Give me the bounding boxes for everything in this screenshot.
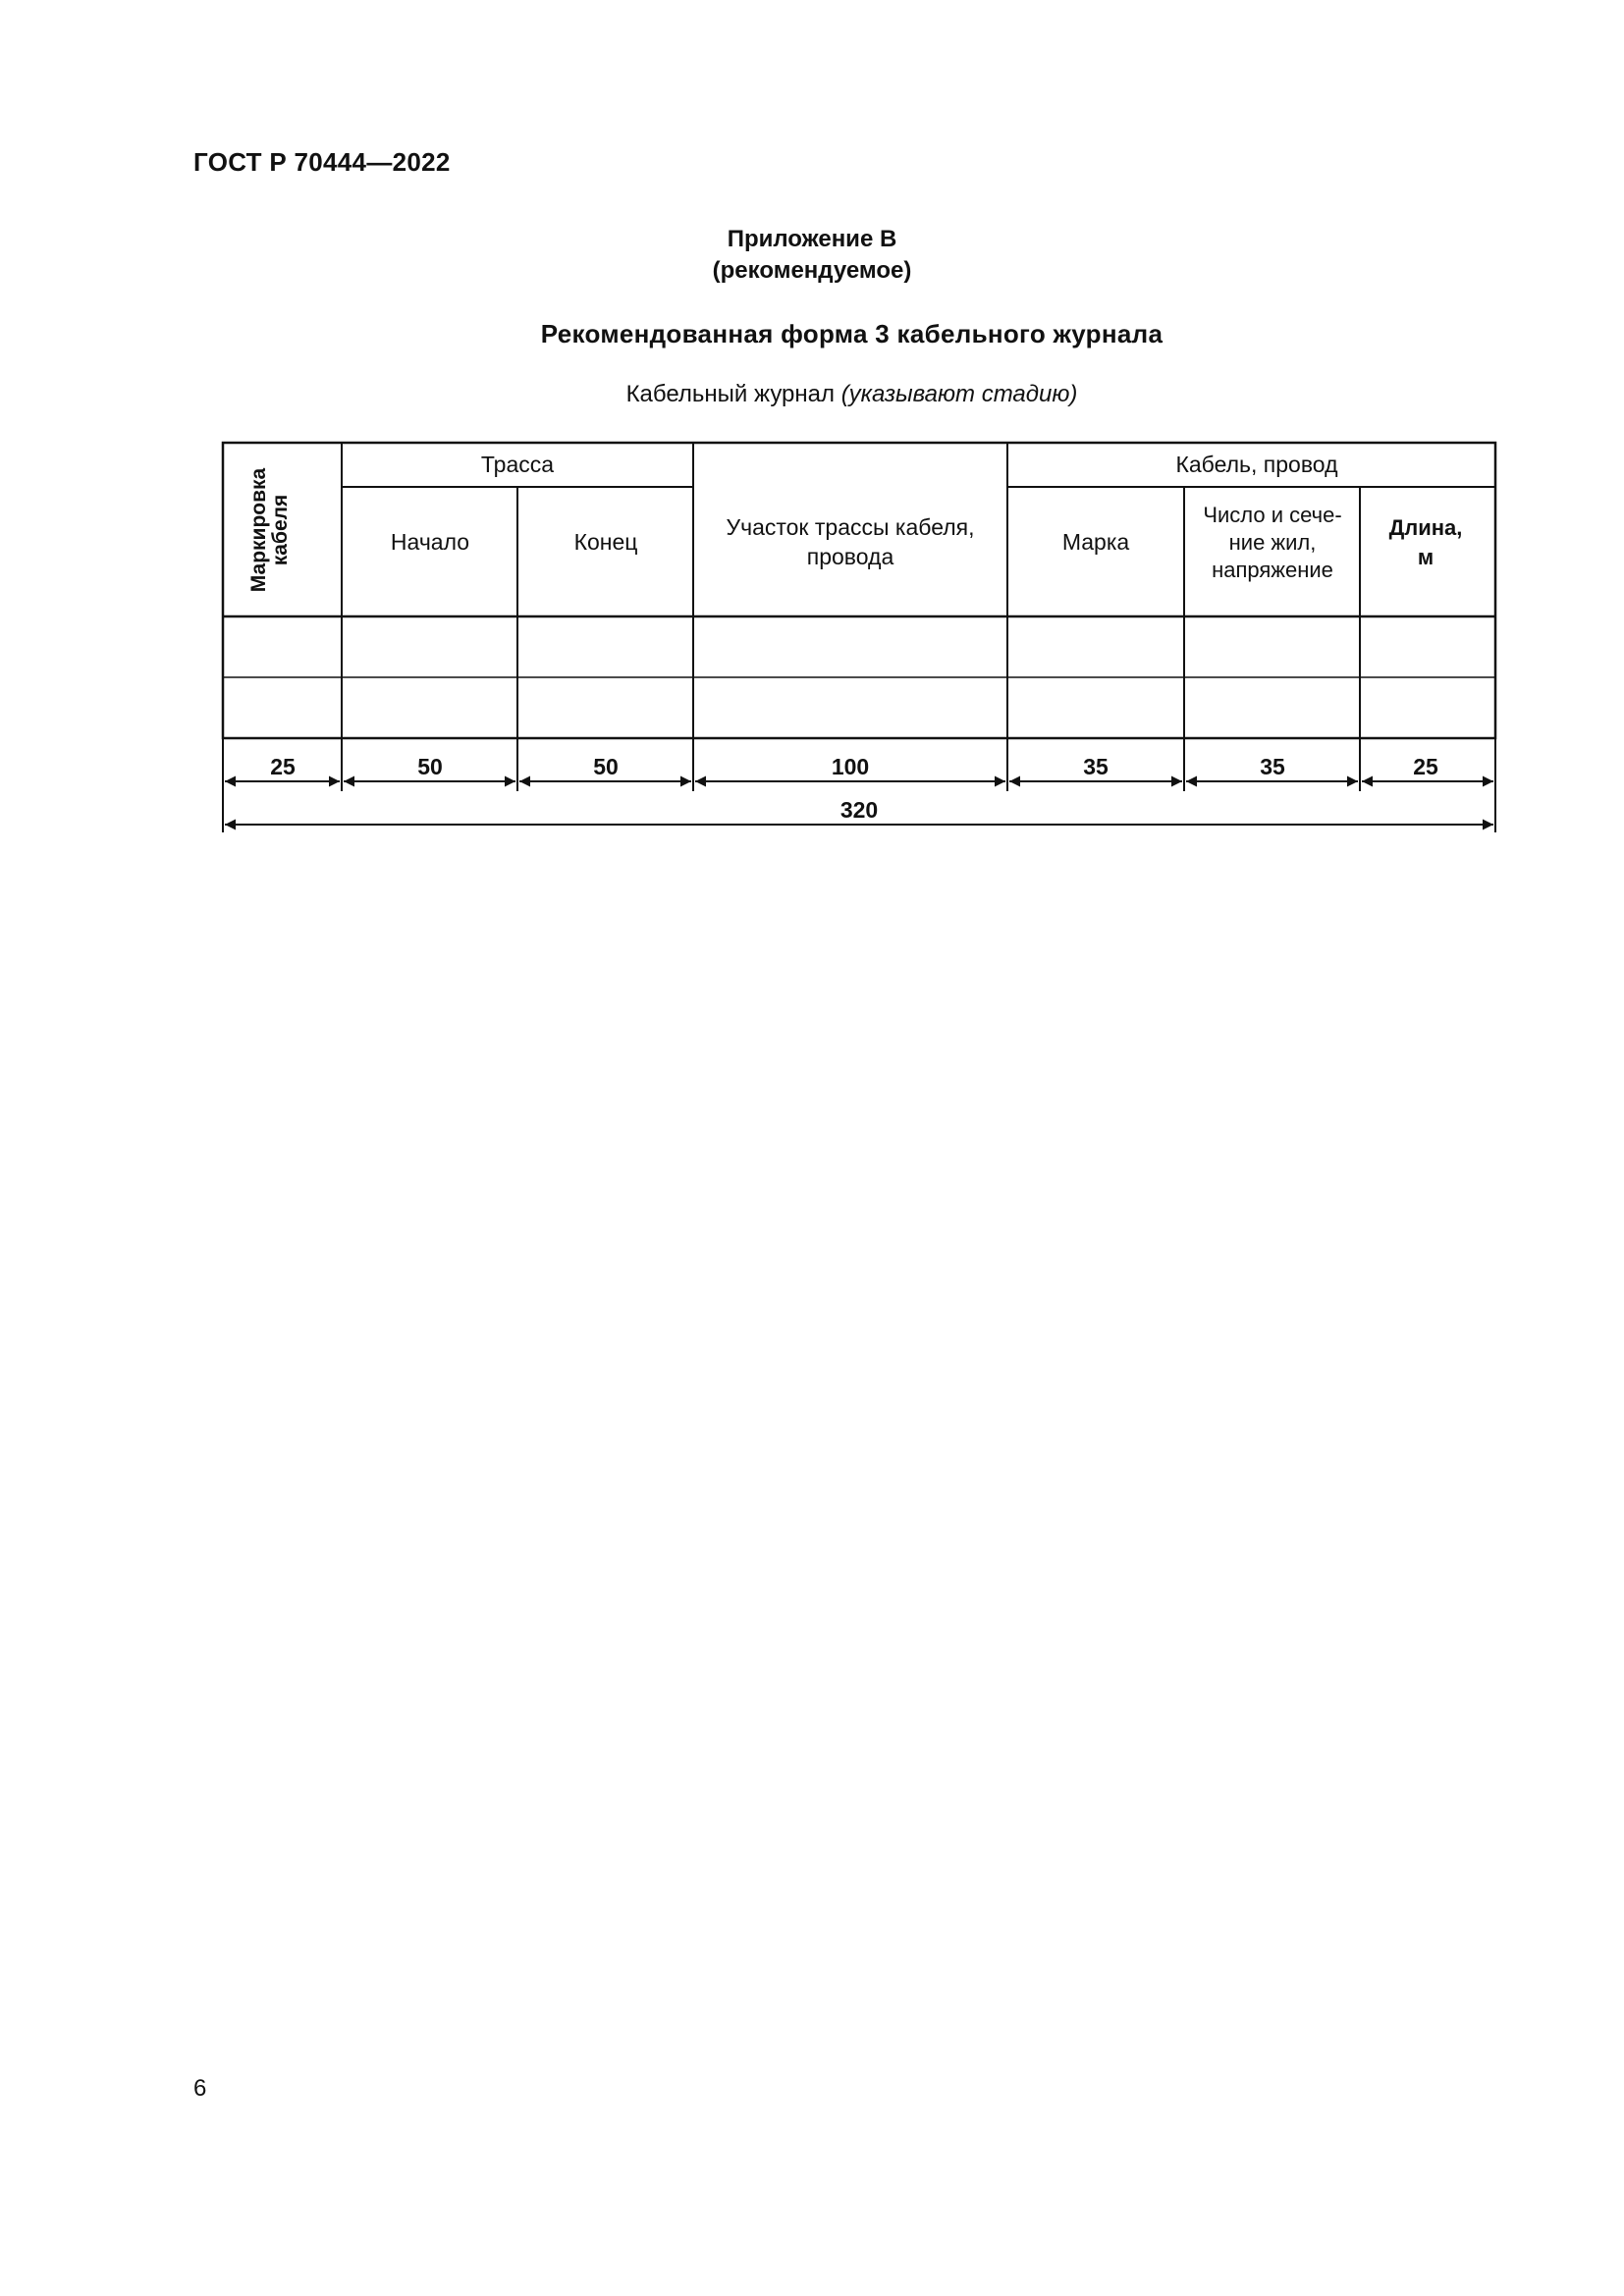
dim-width-length: 25 — [1413, 754, 1438, 779]
col-section-label-line2: провода — [806, 544, 894, 569]
col-cores-label-line2: ние жил, — [1228, 530, 1317, 555]
table-header-text — [247, 452, 1462, 592]
col-brand-label: Марка — [1061, 529, 1130, 555]
annex-title: Приложение В — [727, 226, 897, 252]
col-cores-label-line1: Число и сече- — [1203, 503, 1342, 527]
dim-width-marking: 25 — [270, 754, 296, 779]
journal-caption-text: Кабельный журнал — [625, 381, 836, 407]
dim-width-start: 50 — [417, 754, 443, 779]
dimension-values — [270, 754, 1438, 823]
col-length-label-line2: м — [1417, 545, 1435, 569]
journal-caption-note: (указывают стадию) — [840, 381, 1078, 407]
document-code: ГОСТ Р 70444—2022 — [193, 147, 451, 177]
col-cores-label-line3: напряжение — [1212, 558, 1333, 582]
dim-width-brand: 35 — [1083, 754, 1109, 779]
dim-total-width: 320 — [839, 797, 879, 823]
col-marking-label-line1: Маркировка — [247, 467, 270, 593]
group-cable-label: Кабель, провод — [1175, 452, 1338, 477]
dim-width-end: 50 — [593, 754, 619, 779]
table-grid — [223, 443, 1495, 738]
dim-width-section: 100 — [831, 754, 870, 779]
annex-status: (рекомендуемое) — [712, 257, 912, 284]
group-route-label: Трасса — [480, 452, 555, 477]
col-end-label: Конец — [573, 529, 638, 555]
form-title: Рекомендованная форма 3 кабельного журнала — [540, 319, 1164, 348]
col-section-label-line1: Участок трассы кабеля, — [726, 514, 975, 540]
col-length-label-line1: Длина, — [1388, 515, 1463, 540]
page-number: 6 — [193, 2075, 207, 2102]
col-marking-label-line2: кабеля — [269, 494, 292, 566]
col-start-label: Начало — [390, 529, 470, 555]
dim-width-cores: 35 — [1260, 754, 1285, 779]
